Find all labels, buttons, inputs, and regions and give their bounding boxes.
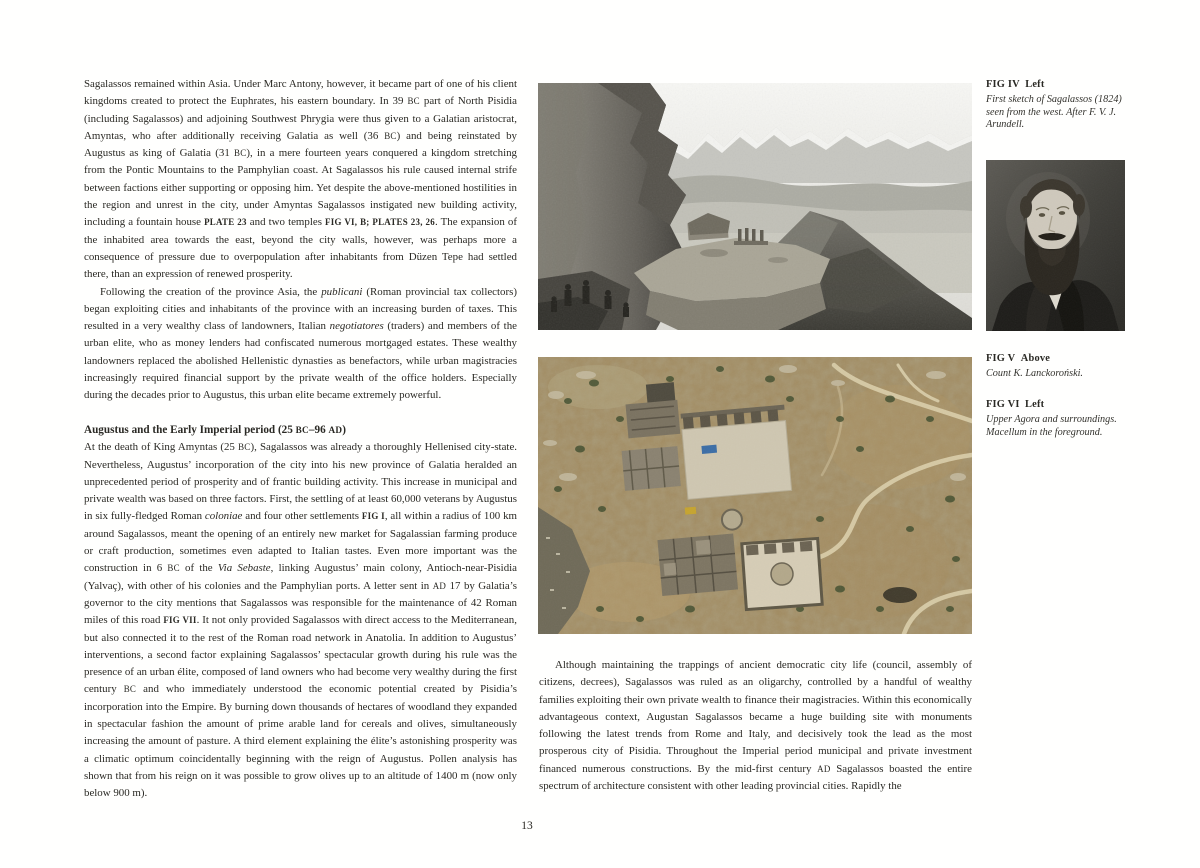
body-paragraph-1: Sagalassos remained within Asia. Under Marc Antony, however, it became part of one of his client kingdoms created to protect the Euphrates, his eastern boundary. In 39 BC part of North Pisidia (including Sagalassos) and adjoining Southwest Phrygia were thus given to a Galatian aristocrat, Amyntas, who after additionally receiving Galatia as well (36 BC) and being reinstated by Augustus as king of Galatia (31 BC), in a mere fourteen years conquered a kingdom stretching from the Pontic Mountains to the Pamphylian coast. At Sagalassos his rule caused internal strife between factions either supporting or opposing him. Yet despite the above-mentioned hostilities in the region and unrest in the city, under Amyntas Sagalassos instigated new building activity, including a fountain house PLATE 23 and two temples FIG VI, B; PLATES 23, 26. The expansion of the inhabited area towards the east, beyond the city walls, however, was perhaps more a consequence of pressure due to overpopulation after inhabitants from Düzen Tepe had settled there, than an expression of renewed prosperity. bbox=[84, 78, 518, 281]
body-paragraph-4: Although maintaining the trappings of ancient democratic city life (council, assembly of citizens, decrees), Sagalassos was ruled as an oligarchy, controlled by a handful of wealthy families exploiting their own private wealth to finance their magistracies. Within this economically advantageous context, Augustan Sagalassos became a huge building site with monuments following the latest trends from Rome and Italy, and decisively took the lead as the most prosperous city of Pisidia. Throughout the Imperial period municipal and private investment financed numerous constructions. By the mid-first century AD Sagalassos boasted the entire spectrum of architecture consistent with other leading provincial cities. Rapidly the bbox=[539, 659, 972, 793]
caption-fig-iv-text: First sketch of Sagalassos (1824) seen from the west. After F. V. J. Arundell. bbox=[986, 94, 1122, 131]
portrait-image bbox=[986, 160, 1125, 331]
photo-grain bbox=[986, 160, 1125, 331]
engraving-grain bbox=[538, 83, 972, 330]
caption-fig-iv-label: FIG IV Left bbox=[986, 79, 1045, 90]
caption-fig-iv bbox=[986, 79, 1138, 132]
caption-fig-vi-text: Upper Agora and surroundings. Macellum in the foreground. bbox=[986, 414, 1117, 438]
body-paragraph-2: Following the creation of the province Asia, the publicani (Roman provincial tax collectors) began exploiting cities and inhabitants of the province with an increasing burden of taxes. This resulted in a very wealthy class of landowners, Italian negotiatores (traders) and members of the urban elite, who as money lenders had confiscated numerous mortgaged estates. These wealthy landowners replaced the abolished Hellenistic dynasties as benefactors, while urban magistracies increasingly required financial support by the private wealth of the office holders. Especially during the decades prior to Augustus, this urban elite became extremely powerful. bbox=[84, 285, 517, 402]
figure-engraving-sagalassos bbox=[538, 83, 972, 330]
caption-fig-v bbox=[986, 353, 1138, 381]
caption-fig-v-label: FIG V Above bbox=[986, 353, 1051, 364]
aerial-image bbox=[538, 357, 972, 634]
engraving-image bbox=[538, 83, 972, 330]
body-paragraph-3: At the death of King Amyntas (25 BC), Sagalassos was already a thoroughly Hellenised city-state. Nevertheless, Augustus’ incorporation of the city into his new province of Galatia heralded an unprecedented period of prosperity and of frantic building activity. This increase in municipal and private wealth was based on three factors. First, the settling of at least 60,000 veterans by Augustus in six fully-fledged Roman coloniae and four other settlements FIG I, all within a radius of 100 km around Sagalassos, meant the opening of an entirely new market for Sagalassian farming produce or craft production, sometimes even adapted to Italian tastes. Even more important was the construction in 6 BC of the Via Sebaste, linking Augustus’ main colony, Antioch-near-Pisidia (Yalvaç), with other of his colonies and the Pamphylian ports. A letter sent in AD 17 by Galatia’s governor to the city mentions that Sagalassos was responsible for the maintenance of 42 Roman miles of this road FIG VII. It not only provided Sagalassos with direct access to the Mediterranean, but also connected it to the rest of the Roman road network in Anatolia. In addition to Augustus’ interventions, a second factor explaining Sagalassos’ spectacular growth during his rule was the presence of an urban élite, composed of land owners who had become very wealthy during the first century BC and who immediately understood the economic potential created by Pisidia’s incorporation into the Empire. By burning down thousands of hectares of woodland they expanded in spectacular fashion the amount of prime arable land for cereals and olives, simultaneously increasing the amount of pasture. A third element explaining the élite’s astonishing prosperity was a climatic optimum coincidentally beginning with the reign of Augustus. Pollen analysis has shown that from his reign on it was possible to grow olives up to an altitude of 1400 m (now only below 900 m). bbox=[84, 441, 518, 800]
right-text-column bbox=[539, 657, 972, 795]
left-text-column bbox=[84, 76, 517, 802]
caption-fig-vi bbox=[986, 399, 1138, 439]
caption-fig-v-text: Count K. Lanckoroński. bbox=[986, 368, 1083, 380]
aerial-grain bbox=[538, 357, 972, 634]
figure-portrait-lanckoronski bbox=[986, 160, 1125, 331]
section-heading: Augustus and the Early Imperial period (25 BC–96 AD) bbox=[84, 423, 346, 436]
caption-fig-vi-label: FIG VI Left bbox=[986, 399, 1045, 410]
page-number: 13 bbox=[521, 820, 533, 832]
figure-aerial-upper-agora bbox=[538, 357, 972, 634]
